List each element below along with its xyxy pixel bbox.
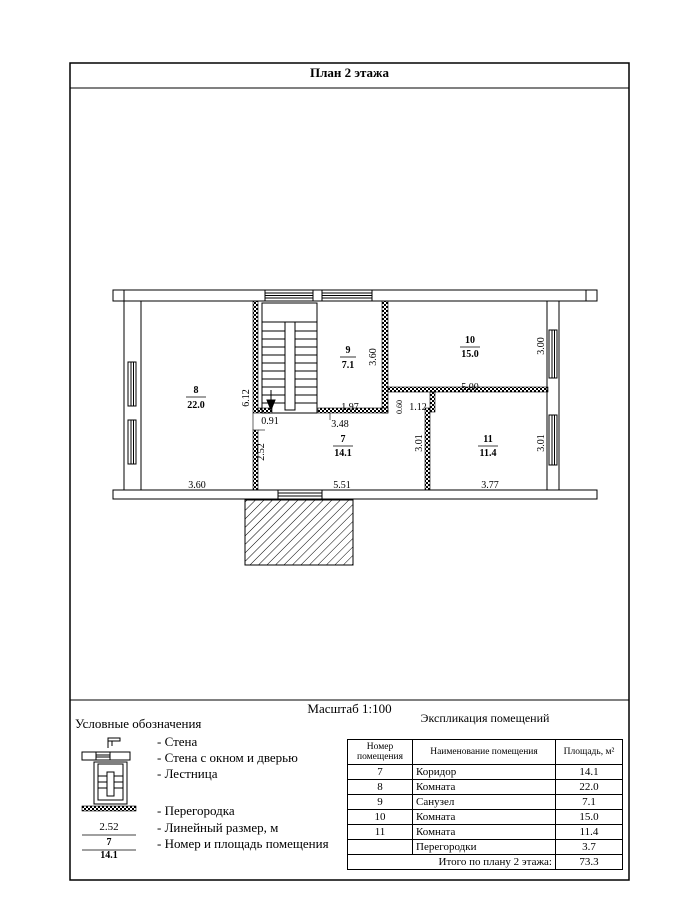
dim-5-00: 5.00 [461, 382, 479, 393]
legend-window-door-symbol [82, 752, 130, 760]
dim-3-60-bottom: 3.60 [188, 480, 206, 491]
legend-item-partition: - Перегородка [157, 803, 235, 818]
room-labels [186, 335, 498, 459]
row-number: 7 [348, 765, 413, 780]
table-row [348, 810, 623, 825]
dimension-labels [188, 337, 547, 491]
staircase [262, 303, 317, 413]
row-area: 22.0 [556, 780, 623, 795]
legend-wall-symbol [108, 738, 120, 748]
row-name: Комната [413, 780, 556, 795]
table-row [348, 825, 623, 840]
row-name: Санузел [413, 795, 556, 810]
dim-5-51: 5.51 [333, 480, 351, 491]
legend-stairs-symbol [94, 762, 127, 804]
room-9-number: 9 [345, 345, 351, 356]
row-area: 11.4 [556, 825, 623, 840]
legend-item-dimension: - Линейный размер, м [157, 820, 279, 835]
outer-walls [113, 290, 597, 499]
explication-table [347, 739, 623, 870]
header-area: Площадь, м² [556, 740, 623, 765]
row-area: 15.0 [556, 810, 623, 825]
dim-0-60: 0.60 [395, 400, 404, 414]
row-number: 8 [348, 780, 413, 795]
total-label: Итого по плану 2 этажа: [348, 855, 556, 870]
table-row [348, 765, 623, 780]
room-11-number: 11 [483, 434, 493, 445]
dim-3-00: 3.00 [536, 337, 547, 355]
legend-title: Условные обозначения [75, 716, 202, 731]
legend-partition-symbol [82, 806, 136, 811]
scale-label: Масштаб 1:100 [307, 701, 392, 716]
table-row [348, 840, 623, 855]
sheet-title: План 2 этажа [310, 65, 389, 80]
table-row [348, 795, 623, 810]
row-name: Коридор [413, 765, 556, 780]
room-7-area: 14.1 [334, 448, 352, 459]
header-name: Наименование помещения [413, 740, 556, 765]
room-10-number: 10 [465, 335, 475, 346]
legend-sample-dimension: 2.52 [99, 821, 119, 833]
dim-3-01-mid: 3.01 [414, 434, 425, 452]
room-8-area: 22.0 [187, 400, 205, 411]
legend-item-wall: - Стена [157, 734, 198, 749]
legend-sample-room-number: 7 [106, 837, 112, 848]
legend-sample-room-area: 14.1 [100, 850, 118, 861]
explication-title: Экспликация помещений [420, 711, 550, 725]
room-7-number: 7 [340, 434, 346, 445]
side-windows [128, 330, 557, 499]
dim-3-77: 3.77 [481, 480, 499, 491]
row-number [348, 840, 413, 855]
dim-3-01-right: 3.01 [536, 434, 547, 452]
room-9-area: 7.1 [341, 360, 355, 371]
dim-1-97: 1.97 [341, 402, 359, 413]
dim-0-91: 0.91 [261, 416, 279, 427]
porch [245, 500, 353, 565]
legend-symbols [82, 738, 136, 850]
room-10-area: 15.0 [461, 349, 479, 360]
row-name: Комната [413, 810, 556, 825]
row-number: 9 [348, 795, 413, 810]
room-8-number: 8 [193, 385, 199, 396]
row-name: Перегородки [413, 840, 556, 855]
dim-3-60-vert: 3.60 [368, 348, 379, 366]
dim-1-12: 1.12 [409, 402, 427, 413]
table-row [348, 780, 623, 795]
row-number: 11 [348, 825, 413, 840]
row-area: 14.1 [556, 765, 623, 780]
legend-item-room: - Номер и площадь помещения [157, 836, 329, 851]
room-11-area: 11.4 [479, 448, 497, 459]
dim-2-52: 2.52 [256, 443, 267, 461]
dim-6-12: 6.12 [241, 389, 252, 407]
row-number: 10 [348, 810, 413, 825]
explication-header-row [348, 740, 623, 765]
row-name: Комната [413, 825, 556, 840]
total-row [348, 855, 623, 870]
row-area: 3.7 [556, 840, 623, 855]
row-area: 7.1 [556, 795, 623, 810]
legend-item-stairs: - Лестница [157, 766, 218, 781]
total-value: 73.3 [556, 855, 623, 870]
legend-item-window-door: - Стена с окном и дверью [157, 750, 298, 765]
header-number: Номер помещения [348, 740, 413, 765]
dim-3-48: 3.48 [331, 419, 349, 430]
